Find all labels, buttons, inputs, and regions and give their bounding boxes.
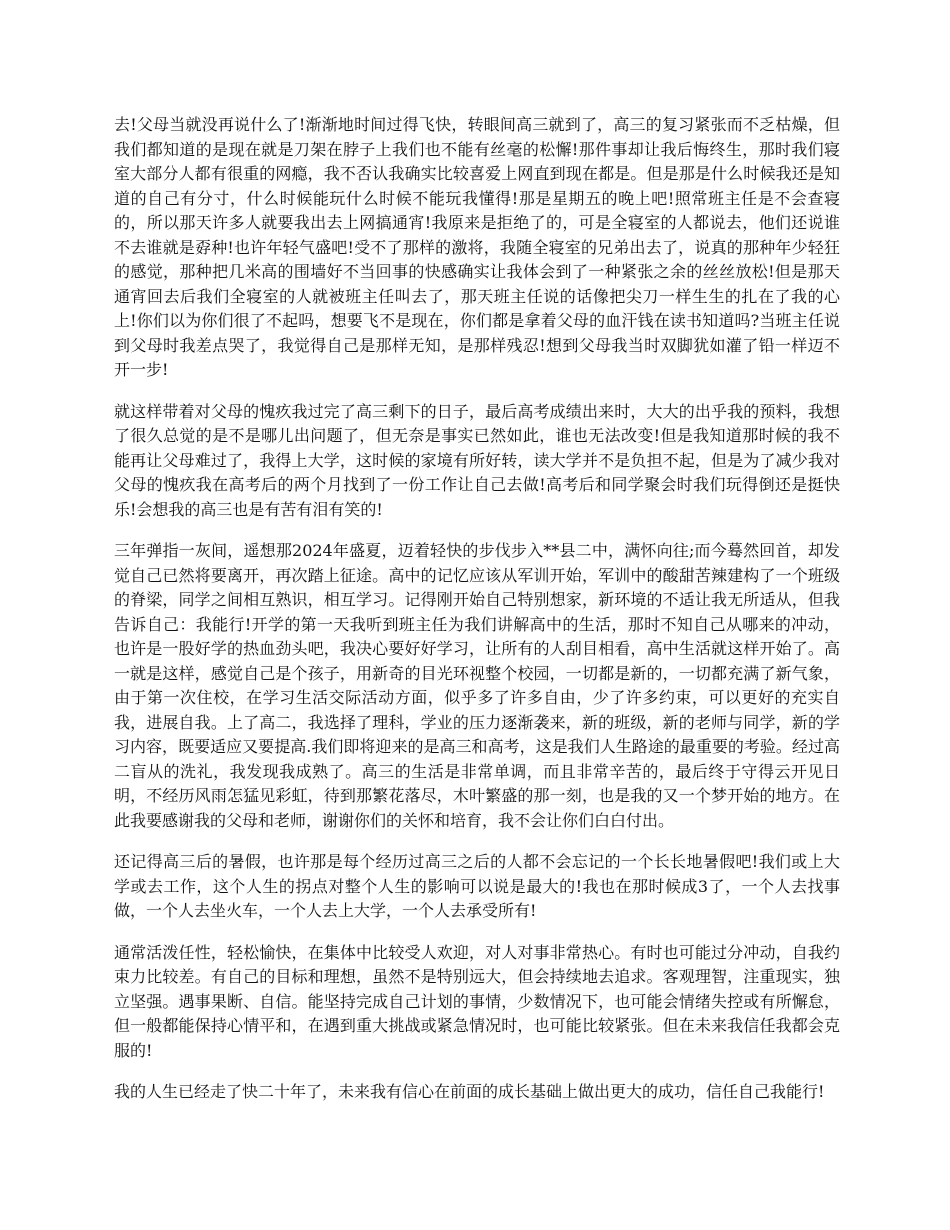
paragraph-2: 就这样带着对父母的愧疚我过完了高三剩下的日子，最后高考成绩出来时，大大的出乎我的预料，我想了很久总觉的是不是哪儿出问题了，但无奈是事实已然如此，谁也无法改变!但是我知道那时候的我不能再让父母难过了，我得上大学，这时候的家境有所好转，读大学并不是负担不起，但是为了减少我对父母的愧疚我在高考后的两个月找到了一份工作让自己去做!高考后和同学聚会时我们玩得倒还是挺快乐!会想我的高三也是有苦有泪有笑的! bbox=[114, 401, 840, 519]
paragraph-4: 还记得高三后的暑假，也许那是每个经历过高三之后的人都不会忘记的一个长长地暑假吧!我们或上大学或去工作，这个人生的拐点对整个人生的影响可以说是最大的!我也在那时候成3了，一个人去找事做，一个人去坐火车，一个人去上大学，一个人去承受所有! bbox=[114, 852, 840, 920]
paragraph-6: 我的人生已经走了快二十年了，未来我有信心在前面的成长基础上做出更大的成功，信任自己我能行! bbox=[114, 1082, 825, 1101]
paragraph-1: 去!父母当就没再说什么了!渐渐地时间过得飞快，转眼间高三就到了，高三的复习紧张而不乏枯燥，但我们都知道的是现在就是刀架在脖子上我们也不能有丝毫的松懈!那件事却让我后悔终生，那时我们寝室大部分人都有很重的网瘾，我不否认我确实比较喜爱上网直到现在都是。但是那是什么时候我还是知道的自己有分寸，什么时候能玩什么时候不能玩我懂得!那是星期五的晚上吧!照常班主任是不会查寝的，所以那天许多人就要我出去上网搞通宵!我原来是拒绝了的，可是全寝室的人都说去，他们还说谁不去谁就是孬种!也许年轻气盛吧!受不了那样的激将，我随全寝室的兄弟出去了，说真的那种年少轻狂的感觉，那种把几米高的围墙好不当回事的快感确实让我体会到了一种紧张之余的丝丝放松!但是那天通宵回去后我们全寝室的人就被班主任叫去了，那天班主任说的话像把尖刀一样生生的扎在了我的心上!你们以为你们很了不起吗，想要飞不是现在，你们都是拿着父母的血汗钱在读书知道吗?当班主任说到父母时我差点哭了，我觉得自己是那样无知，是那样残忍!想到父母我当时双脚犹如灌了铅一样迈不开一步! bbox=[114, 115, 840, 379]
paragraph-3: 三年弹指一灰间，遥想那2024年盛夏，迈着轻快的步伐步入**县二中，满怀向往;而今蓦然回首，却发觉自己已然将要离开，再次踏上征途。高中的记忆应该从军训开始，军训中的酸甜苦辣建构了一个班级的脊梁，同学之间相互熟识，相互学习。记得刚开始自己特别想家，新环境的不适让我无所适从，但我告诉自己：我能行!开学的第一天我听到班主任为我们讲解高中的生活，那时不知自己从哪来的冲动，也许是一股好学的热血劲头吧，我决心要好好学习，让所有的人刮目相看，高中生活就这样开始了。高一就是这样，感觉自己是个孩子，用新奇的目光环视整个校园，一切都是新的，一切都充满了新气象，由于第一次住校，在学习生活交际活动方面，似乎多了许多自由，少了许多约束，可以更好的充实自我，进展自我。上了高二，我选择了理科，学业的压力逐渐袭来，新的班级，新的老师与同学，新的学习内容，既要适应又要提高.我们即将迎来的是高三和高考，这是我们人生路途的最重要的考验。经过高二盲从的洗礼，我发现我成熟了。高三的生活是非常单调，而且非常辛苦的，最后终于守得云开见日明，不经历风雨怎猛见彩虹，待到那繁花落尽，木叶繁盛的那一刻，也是我的又一个梦开始的地方。在此我要感谢我的父母和老师，谢谢你们的关怀和培育，我不会让你们白白付出。 bbox=[114, 541, 840, 830]
paragraph-5: 通常活泼任性，轻松愉快，在集体中比较受人欢迎，对人对事非常热心。有时也可能过分冲动，自我约束力比较差。有自己的目标和理想，虽然不是特别远大，但会持续地去追求。客观理智，注重现实，独立坚强。遇事果断、自信。能坚持完成自己计划的事情，少数情况下，也可能会情绪失控或有所懈怠，但一般都能保持心情平和，在遇到重大挑战或紧急情况时，也可能比较紧张。但在未来我信任我都会克服的! bbox=[114, 942, 840, 1060]
document-page bbox=[114, 113, 840, 1122]
